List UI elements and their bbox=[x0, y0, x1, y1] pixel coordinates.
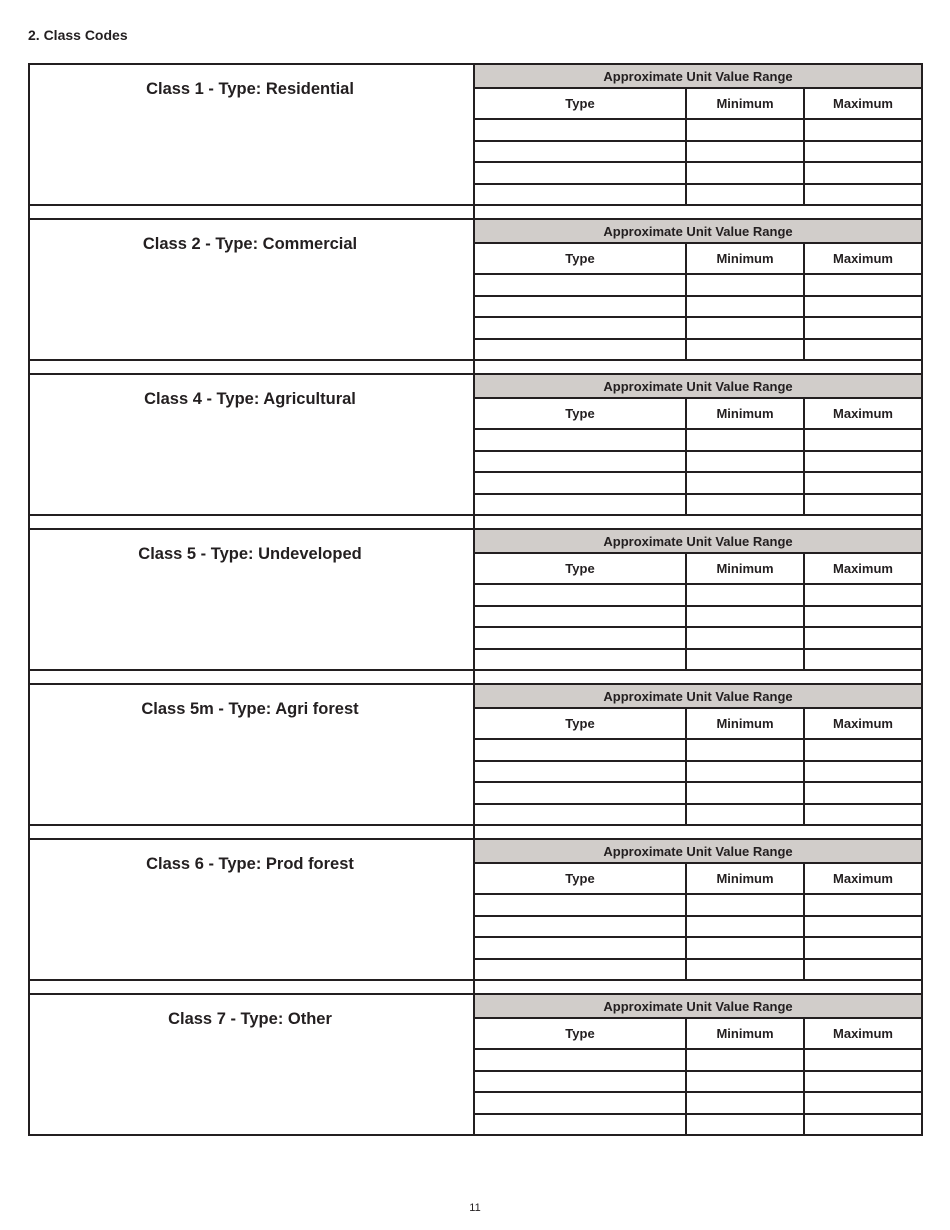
value-range-row bbox=[475, 163, 921, 185]
value-range-row bbox=[475, 762, 921, 784]
minimum-input-cell[interactable] bbox=[687, 495, 805, 515]
type-input-cell[interactable] bbox=[475, 120, 687, 140]
minimum-input-cell[interactable] bbox=[687, 938, 805, 958]
type-column-header: Type bbox=[475, 89, 687, 118]
maximum-input-cell[interactable] bbox=[805, 917, 921, 937]
type-input-cell[interactable] bbox=[475, 297, 687, 317]
value-range-row bbox=[475, 275, 921, 297]
class-block bbox=[28, 528, 923, 671]
maximum-input-cell[interactable] bbox=[805, 895, 921, 915]
value-range-table bbox=[475, 685, 921, 824]
class-block bbox=[28, 838, 923, 981]
maximum-input-cell[interactable] bbox=[805, 340, 921, 360]
class-block bbox=[28, 63, 923, 206]
value-range-row bbox=[475, 185, 921, 205]
type-input-cell[interactable] bbox=[475, 185, 687, 205]
maximum-input-cell[interactable] bbox=[805, 275, 921, 295]
class-description-area[interactable] bbox=[30, 220, 475, 359]
value-range-row bbox=[475, 740, 921, 762]
maximum-column-header: Maximum bbox=[833, 96, 893, 111]
maximum-input-cell[interactable] bbox=[805, 495, 921, 515]
class-title: Class 5 - Type: Undeveloped bbox=[138, 545, 362, 563]
class-title: Class 4 - Type: Agricultural bbox=[144, 390, 356, 408]
section-title: 2. Class Codes bbox=[28, 27, 128, 43]
value-range-heading: Approximate Unit Value Range bbox=[475, 995, 921, 1019]
maximum-input-cell[interactable] bbox=[805, 142, 921, 162]
class-block bbox=[28, 218, 923, 361]
minimum-input-cell[interactable] bbox=[687, 297, 805, 317]
value-range-heading: Approximate Unit Value Range bbox=[475, 65, 921, 89]
value-range-row bbox=[475, 120, 921, 142]
type-input-cell[interactable] bbox=[475, 318, 687, 338]
maximum-column-header: Maximum bbox=[833, 251, 893, 266]
class-title: Class 1 - Type: Residential bbox=[146, 80, 354, 98]
value-range-row bbox=[475, 895, 921, 917]
separator-right bbox=[475, 361, 921, 373]
minimum-input-cell[interactable] bbox=[687, 318, 805, 338]
type-input-cell[interactable] bbox=[475, 452, 687, 472]
type-input-cell[interactable] bbox=[475, 628, 687, 648]
separator-right bbox=[475, 206, 921, 218]
minimum-input-cell[interactable] bbox=[687, 1050, 805, 1070]
maximum-input-cell[interactable] bbox=[805, 185, 921, 205]
maximum-column-header: Maximum bbox=[833, 406, 893, 421]
value-range-table bbox=[475, 65, 921, 204]
maximum-column-header: Maximum bbox=[833, 871, 893, 886]
class-block bbox=[28, 373, 923, 516]
maximum-input-cell[interactable] bbox=[805, 1050, 921, 1070]
value-range-heading: Approximate Unit Value Range bbox=[475, 530, 921, 554]
separator-left bbox=[30, 516, 475, 528]
value-range-row bbox=[475, 1050, 921, 1072]
value-range-row bbox=[475, 1093, 921, 1115]
type-input-cell[interactable] bbox=[475, 938, 687, 958]
type-input-cell[interactable] bbox=[475, 340, 687, 360]
class-title: Class 2 - Type: Commercial bbox=[142, 235, 358, 253]
value-range-row bbox=[475, 607, 921, 629]
separator-left bbox=[30, 826, 475, 838]
type-input-cell[interactable] bbox=[475, 163, 687, 183]
minimum-input-cell[interactable] bbox=[687, 1115, 805, 1135]
value-range-row bbox=[475, 1072, 921, 1094]
minimum-input-cell[interactable] bbox=[687, 452, 805, 472]
type-input-cell[interactable] bbox=[475, 495, 687, 515]
maximum-input-cell[interactable] bbox=[805, 1115, 921, 1135]
minimum-column-header: Minimum bbox=[687, 554, 805, 583]
type-column-header: Type bbox=[475, 709, 687, 738]
minimum-input-cell[interactable] bbox=[687, 163, 805, 183]
type-column-header: Type bbox=[475, 399, 687, 428]
maximum-input-cell[interactable] bbox=[805, 318, 921, 338]
maximum-input-cell[interactable] bbox=[805, 650, 921, 670]
minimum-input-cell[interactable] bbox=[687, 142, 805, 162]
block-separator bbox=[28, 206, 923, 218]
block-separator bbox=[28, 516, 923, 528]
maximum-input-cell[interactable] bbox=[805, 1093, 921, 1113]
type-input-cell[interactable] bbox=[475, 917, 687, 937]
separator-left bbox=[30, 671, 475, 683]
minimum-input-cell[interactable] bbox=[687, 607, 805, 627]
value-range-heading: Approximate Unit Value Range bbox=[475, 375, 921, 399]
type-input-cell[interactable] bbox=[475, 960, 687, 980]
type-input-cell[interactable] bbox=[475, 895, 687, 915]
type-input-cell[interactable] bbox=[475, 1072, 687, 1092]
minimum-column-header: Minimum bbox=[687, 1019, 805, 1048]
value-range-row bbox=[475, 495, 921, 515]
type-column-header: Type bbox=[475, 554, 687, 583]
type-input-cell[interactable] bbox=[475, 762, 687, 782]
type-input-cell[interactable] bbox=[475, 805, 687, 825]
type-input-cell[interactable] bbox=[475, 1093, 687, 1113]
value-range-column-headers bbox=[475, 554, 921, 585]
separator-right bbox=[475, 826, 921, 838]
value-range-table bbox=[475, 375, 921, 514]
maximum-input-cell[interactable] bbox=[805, 1072, 921, 1092]
type-input-cell[interactable] bbox=[475, 430, 687, 450]
value-range-row bbox=[475, 340, 921, 360]
type-input-cell[interactable] bbox=[475, 607, 687, 627]
maximum-column-header: Maximum bbox=[833, 1026, 893, 1041]
class-block bbox=[28, 993, 923, 1136]
minimum-input-cell[interactable] bbox=[687, 340, 805, 360]
value-range-row bbox=[475, 430, 921, 452]
value-range-row bbox=[475, 650, 921, 670]
maximum-column-header: Maximum bbox=[833, 716, 893, 731]
value-range-table bbox=[475, 530, 921, 669]
type-input-cell[interactable] bbox=[475, 783, 687, 803]
value-range-table bbox=[475, 995, 921, 1134]
maximum-input-cell[interactable] bbox=[805, 430, 921, 450]
value-range-row bbox=[475, 142, 921, 164]
maximum-input-cell[interactable] bbox=[805, 805, 921, 825]
maximum-input-cell[interactable] bbox=[805, 452, 921, 472]
minimum-input-cell[interactable] bbox=[687, 805, 805, 825]
value-range-column-headers bbox=[475, 89, 921, 120]
block-separator bbox=[28, 671, 923, 683]
maximum-input-cell[interactable] bbox=[805, 607, 921, 627]
class-description-area[interactable] bbox=[30, 685, 475, 824]
maximum-input-cell[interactable] bbox=[805, 297, 921, 317]
block-separator bbox=[28, 826, 923, 838]
class-description-area[interactable] bbox=[30, 65, 475, 204]
maximum-input-cell[interactable] bbox=[805, 163, 921, 183]
minimum-input-cell[interactable] bbox=[687, 1072, 805, 1092]
minimum-input-cell[interactable] bbox=[687, 585, 805, 605]
page-number: 11 bbox=[469, 1202, 481, 1214]
value-range-table bbox=[475, 840, 921, 979]
minimum-input-cell[interactable] bbox=[687, 120, 805, 140]
separator-left bbox=[30, 206, 475, 218]
separator-left bbox=[30, 981, 475, 993]
minimum-input-cell[interactable] bbox=[687, 783, 805, 803]
type-input-cell[interactable] bbox=[475, 740, 687, 760]
minimum-column-header: Minimum bbox=[687, 864, 805, 893]
type-input-cell[interactable] bbox=[475, 1115, 687, 1135]
minimum-column-header: Minimum bbox=[687, 89, 805, 118]
maximum-input-cell[interactable] bbox=[805, 628, 921, 648]
minimum-input-cell[interactable] bbox=[687, 917, 805, 937]
value-range-row bbox=[475, 938, 921, 960]
maximum-input-cell[interactable] bbox=[805, 762, 921, 782]
type-input-cell[interactable] bbox=[475, 650, 687, 670]
maximum-input-cell[interactable] bbox=[805, 740, 921, 760]
minimum-input-cell[interactable] bbox=[687, 185, 805, 205]
class-block bbox=[28, 683, 923, 826]
value-range-column-headers bbox=[475, 399, 921, 430]
value-range-column-headers bbox=[475, 709, 921, 740]
value-range-row bbox=[475, 1115, 921, 1135]
type-column-header: Type bbox=[475, 864, 687, 893]
minimum-input-cell[interactable] bbox=[687, 1093, 805, 1113]
block-separator bbox=[28, 361, 923, 373]
minimum-input-cell[interactable] bbox=[687, 473, 805, 493]
value-range-table bbox=[475, 220, 921, 359]
class-description-area[interactable] bbox=[30, 530, 475, 669]
type-input-cell[interactable] bbox=[475, 585, 687, 605]
maximum-input-cell[interactable] bbox=[805, 585, 921, 605]
minimum-input-cell[interactable] bbox=[687, 740, 805, 760]
minimum-input-cell[interactable] bbox=[687, 275, 805, 295]
minimum-input-cell[interactable] bbox=[687, 430, 805, 450]
value-range-row bbox=[475, 297, 921, 319]
maximum-input-cell[interactable] bbox=[805, 938, 921, 958]
value-range-column-headers bbox=[475, 244, 921, 275]
minimum-input-cell[interactable] bbox=[687, 762, 805, 782]
value-range-row bbox=[475, 783, 921, 805]
type-input-cell[interactable] bbox=[475, 473, 687, 493]
block-separator bbox=[28, 981, 923, 993]
maximum-column-header: Maximum bbox=[833, 561, 893, 576]
maximum-input-cell[interactable] bbox=[805, 473, 921, 493]
minimum-input-cell[interactable] bbox=[687, 895, 805, 915]
separator-right bbox=[475, 671, 921, 683]
value-range-row bbox=[475, 585, 921, 607]
value-range-row bbox=[475, 473, 921, 495]
type-input-cell[interactable] bbox=[475, 1050, 687, 1070]
minimum-column-header: Minimum bbox=[687, 709, 805, 738]
value-range-row bbox=[475, 917, 921, 939]
class-title: Class 6 - Type: Prod forest bbox=[146, 855, 354, 873]
value-range-row bbox=[475, 960, 921, 980]
minimum-input-cell[interactable] bbox=[687, 960, 805, 980]
maximum-input-cell[interactable] bbox=[805, 120, 921, 140]
type-column-header: Type bbox=[475, 1019, 687, 1048]
class-title: Class 7 - Type: Other bbox=[168, 1010, 332, 1028]
value-range-row bbox=[475, 805, 921, 825]
separator-right bbox=[475, 981, 921, 993]
value-range-row bbox=[475, 628, 921, 650]
value-range-row bbox=[475, 318, 921, 340]
value-range-row bbox=[475, 452, 921, 474]
class-description-area[interactable] bbox=[30, 995, 475, 1134]
minimum-input-cell[interactable] bbox=[687, 628, 805, 648]
type-input-cell[interactable] bbox=[475, 142, 687, 162]
maximum-input-cell[interactable] bbox=[805, 783, 921, 803]
value-range-heading: Approximate Unit Value Range bbox=[475, 840, 921, 864]
value-range-heading: Approximate Unit Value Range bbox=[475, 685, 921, 709]
class-title: Class 5m - Type: Agri forest bbox=[141, 700, 359, 718]
maximum-input-cell[interactable] bbox=[805, 960, 921, 980]
minimum-column-header: Minimum bbox=[687, 399, 805, 428]
type-input-cell[interactable] bbox=[475, 275, 687, 295]
minimum-input-cell[interactable] bbox=[687, 650, 805, 670]
type-column-header: Type bbox=[475, 244, 687, 273]
separator-right bbox=[475, 516, 921, 528]
value-range-heading: Approximate Unit Value Range bbox=[475, 220, 921, 244]
separator-left bbox=[30, 361, 475, 373]
class-description-area[interactable] bbox=[30, 375, 475, 514]
value-range-column-headers bbox=[475, 1019, 921, 1050]
class-codes-form bbox=[28, 63, 923, 1136]
class-description-area[interactable] bbox=[30, 840, 475, 979]
value-range-column-headers bbox=[475, 864, 921, 895]
minimum-column-header: Minimum bbox=[687, 244, 805, 273]
